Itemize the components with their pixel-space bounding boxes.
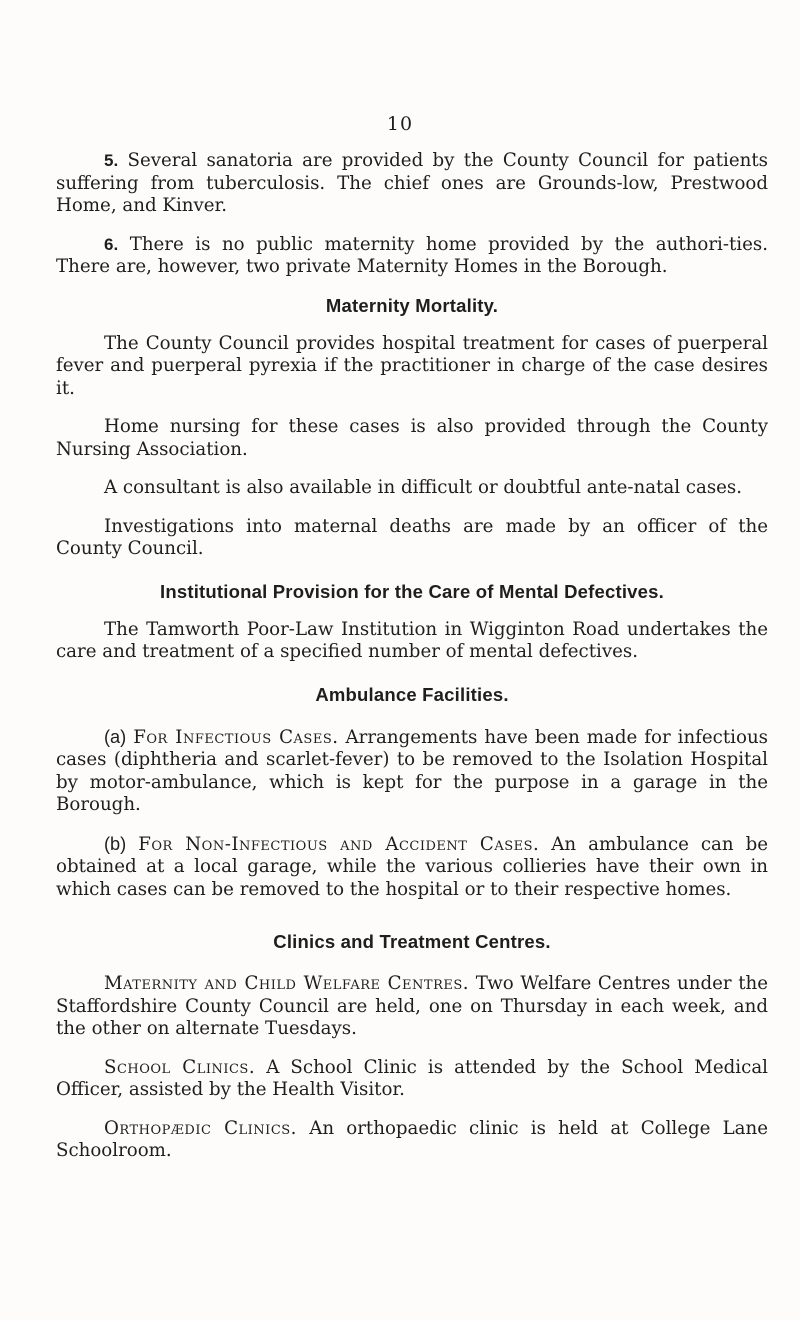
heading-clinics: Clinics and Treatment Centres. [273,931,551,952]
clinic-item-orthopaedic [56,1118,768,1163]
item-text: Two Welfare Centres under the Staffordshire County Council are held, one on Thursday in each week, and the other on alternate Tuesdays. [56,973,768,1039]
item-text: An orthopaedic clinic is held at College Lane Schoolroom. [56,1117,768,1161]
paragraph: A consultant is also available in difficult or doubtful ante-natal cases. [104,477,743,498]
paragraph-text: There is no public maternity home provided by the authori-ties. There are, however, two private Maternity Homes in the Borough. [56,233,768,277]
item-title: Orthopædic Clinics. [104,1117,297,1139]
heading-mental-defectives: Institutional Provision for the Care of Mental Defectives. [160,580,664,602]
clinic-item-maternity [56,973,768,1041]
item-title: For Non-Infectious and Accident Cases. [138,833,540,855]
item-title: For Infectious Cases. [133,726,339,748]
item-text: Arrangements have been made for infectious cases (diphtheria and scarlet-fever) to be removed to the Isolation Hospital by motor-ambulance, which is kept for the purpose in a garage in the Borough. [56,726,768,815]
paragraph-number: 5. [104,151,119,170]
page-body [56,150,768,1163]
item-title: Maternity and Child Welfare Centres. [104,973,470,994]
item-title: School Clinics. [104,1056,256,1078]
paragraph: The County Council provides hospital treatment for cases of puerperal fever and puerperal pyrexia if the practitioner in charge of the case desires it. [56,332,768,399]
paragraph-6 [56,234,768,279]
clinic-item-school [56,1057,768,1102]
item-label: (a) [104,726,127,747]
ambulance-item-b [56,833,768,902]
item-text: An ambulance can be obtained at a local garage, while the various collieries have their own in which cases can be removed to the hospital or to their respective homes. [56,833,768,900]
heading-ambulance-facilities: Ambulance Facilities. [315,683,509,705]
paragraph-number: 6. [104,234,119,254]
paragraph-5 [56,150,768,218]
paragraph-text: Several sanatoria are provided by the County Council for patients suffering from tuberculosis. The chief ones are Grounds-low, Prestwood Home, and Kinver. [56,150,768,216]
paragraph: The Tamworth Poor-Law Institution in Wigginton Road undertakes the care and treatment of a specified number of mental defectives. [56,618,768,662]
paragraph: Investigations into maternal deaths are made by an officer of the County Council. [56,515,768,559]
page-number: 10 [386,113,414,135]
paragraph: Home nursing for these cases is also provided through the County Nursing Association. [56,416,768,460]
item-label: (b) [104,833,127,854]
heading-maternity-mortality: Maternity Mortality. [325,294,499,316]
ambulance-item-a [56,726,768,817]
item-text: A School Clinic is attended by the School Medical Officer, assisted by the Health Visitor. [56,1056,768,1100]
